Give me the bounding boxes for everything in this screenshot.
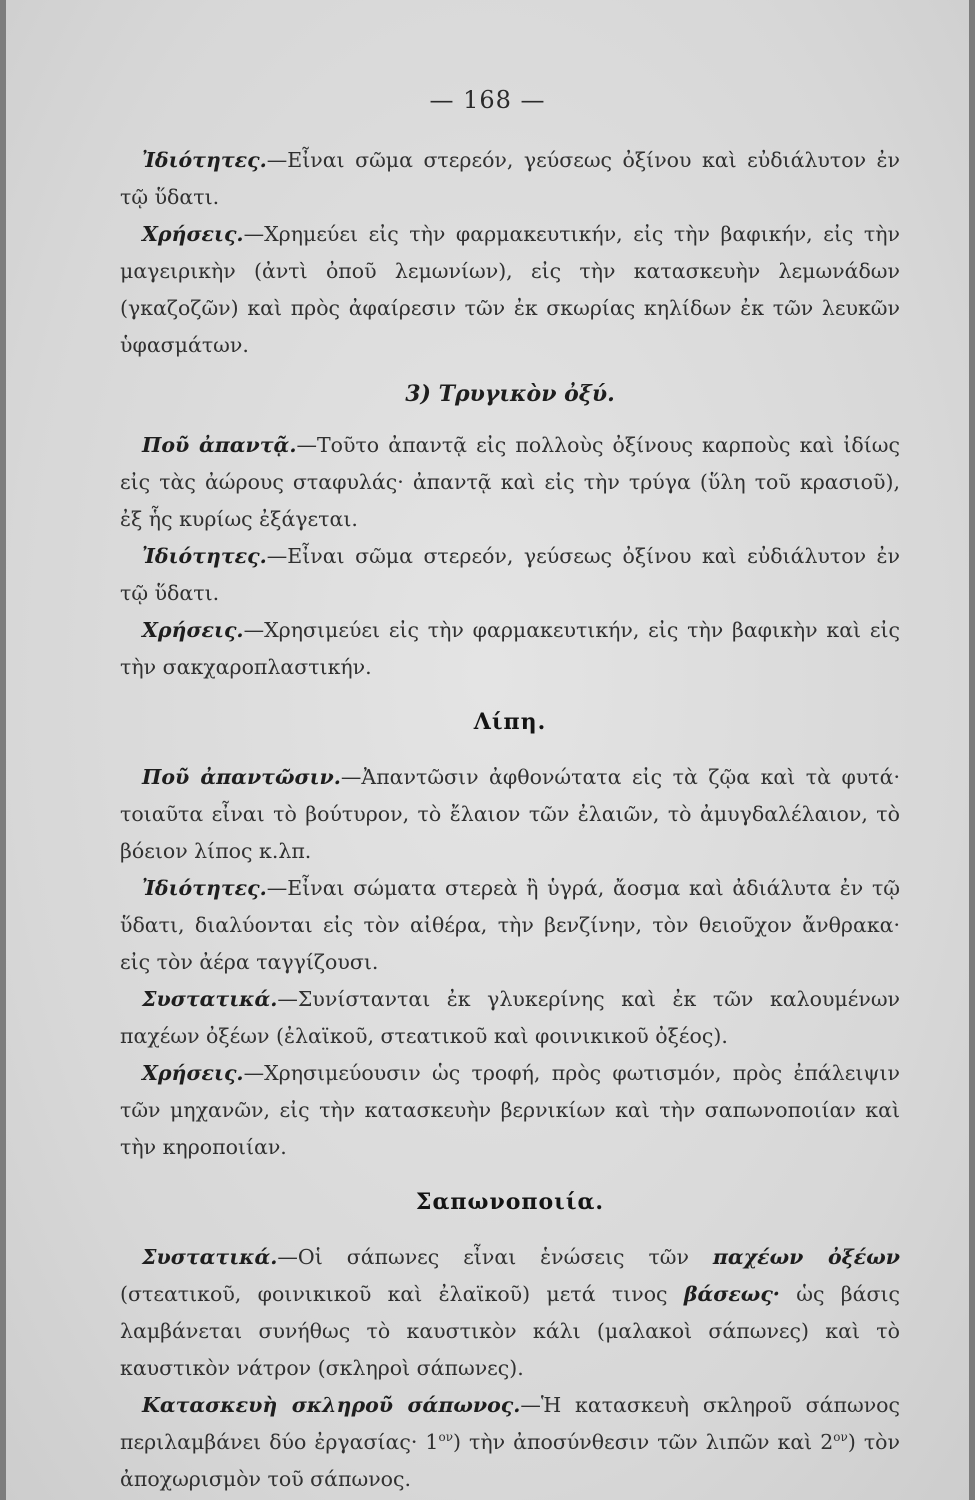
paragraph-label: Ἰδιότητες.	[142, 148, 267, 172]
paragraph-properties-2	[120, 538, 900, 612]
paragraph-text: —Εἶναι σῶμα στερεόν, γεύσεως ὀξίνου καὶ εὐδιάλυτον ἐν τῷ ὕδατι.	[120, 148, 900, 209]
page-number: — 168 —	[429, 86, 546, 114]
book-page	[6, 0, 969, 1500]
paragraph-occurrence-3	[120, 759, 900, 870]
paragraph-text: —Εἶναι σώματα στερεὰ ἢ ὑγρά, ἄοσμα καὶ ἀδιάλυτα ἐν τῷ ὕδατι, διαλύονται εἰς τὸν αἰθέρα, τὴν βενζίνην, τὸν θειοῦχον ἄνθρακα· εἰς τὸν ἀέρα ταγγίζουσι.	[120, 876, 900, 974]
emphasis-fatty-acids: παχέων ὀξέων	[712, 1245, 900, 1269]
paragraph-text: —Τοῦτο ἀπαντᾷ εἰς πολλοὺς ὀξίνους καρποὺς καὶ ἰδίως εἰς τὰς ἀώρους σταφυλάς· ἀπαντᾷ καὶ εἰς τὴν τρύγα (ὕλη τοῦ κρασιοῦ), ἐξ ἧς κυρίως ἐξάγεται.	[120, 433, 900, 531]
ordinal-superscript: ον	[438, 1430, 454, 1445]
paragraph-text: —Ἀπαντῶσιν ἀφθονώτατα εἰς τὰ ζῷα καὶ τὰ φυτά· τοιαῦτα εἶναι τὸ βούτυρον, τὸ ἔλαιον τῶν ἐλαιῶν, τὸ ἀμυγδαλέλαιον, τὸ βόειον λίπος κ.λπ.	[120, 765, 901, 863]
paragraph-text: —Εἶναι σῶμα στερεόν, γεύσεως ὀξίνου καὶ εὐδιάλυτον ἐν τῷ ὕδατι.	[120, 544, 900, 605]
paragraph-label: Χρήσεις.	[142, 1061, 244, 1085]
paragraph-components-4	[120, 1239, 900, 1387]
paragraph-text: —Χρησιμεύουσιν ὡς τροφή, πρὸς φωτισμόν, πρὸς ἐπάλειψιν τῶν μηχανῶν, εἰς τὴν κατασκευὴν βερνικίων καὶ τὴν σαπωνοποιίαν καὶ τὴν κηροποιίαν.	[120, 1061, 900, 1159]
paragraph-uses-1	[120, 216, 900, 364]
paragraph-label: Συστατικά.	[142, 1245, 278, 1269]
paragraph-label: Κατασκευὴ σκληροῦ σάπωνος.	[142, 1393, 521, 1417]
page-body	[120, 142, 900, 1498]
paragraph-label: Ποῦ ἀπαντῶσιν.	[142, 765, 341, 789]
paragraph-uses-2	[120, 612, 900, 686]
paragraph-text: —Συνίστανται ἐκ γλυκερίνης καὶ ἐκ τῶν καλουμένων παχέων ὀξέων (ἐλαϊκοῦ, στεατικοῦ καὶ φοινικικοῦ ὀξέος).	[120, 987, 900, 1048]
paragraph-text: ) τὴν ἀποσύνθεσιν τῶν λιπῶν καὶ 2	[453, 1430, 834, 1454]
paragraph-text: —Χρημεύει εἰς τὴν φαρμακευτικήν, εἰς τὴν βαφικήν, εἰς τὴν μαγειρικὴν (ἀντὶ ὀποῦ λεμωνίων), εἰς τὴν κατασκευὴν λεμωνάδων (γκαζοζῶν) καὶ πρὸς ἀφαίρεσιν τῶν ἐκ σκωρίας κηλίδων ἐκ τῶν λευκῶν ὑφασμάτων.	[120, 222, 900, 357]
paragraph-label: Συστατικά.	[142, 987, 278, 1011]
section-title-fats: Λίπη.	[473, 709, 547, 735]
paragraph-hard-soap	[120, 1387, 900, 1498]
paragraph-text: —Χρησιμεύει εἰς τὴν φαρμακευτικήν, εἰς τὴν βαφικὴν καὶ εἰς τὴν σακχαροπλαστικήν.	[120, 618, 900, 679]
paragraph-occurrence-2	[120, 427, 900, 538]
paragraph-text: ) τὸν ἀποχωρισμὸν τοῦ σάπωνος.	[120, 1430, 900, 1491]
paragraph-text: (στεατικοῦ, φοινικικοῦ καὶ ἐλαϊκοῦ) μετά τινος	[120, 1282, 668, 1306]
paragraph-label: Ποῦ ἀπαντᾷ.	[142, 433, 297, 457]
paragraph-uses-3	[120, 1055, 900, 1166]
section-heading-tartaric-acid: 3) Τρυγικὸν ὀξύ.	[405, 381, 615, 407]
paragraph-properties-3	[120, 870, 900, 981]
paragraph-text: —Οἱ σάπωνες εἶναι ἑνώσεις τῶν	[277, 1245, 689, 1269]
paragraph-text: —Ἡ κατασκευὴ σκληροῦ σάπωνος περιλαμβάνει δύο ἐργασίας· 1	[120, 1393, 900, 1454]
paragraph-label: Ἰδιότητες.	[142, 876, 267, 900]
ordinal-superscript: ον	[833, 1430, 848, 1445]
paragraph-components-3	[120, 981, 900, 1055]
paragraph-label: Χρήσεις.	[142, 618, 244, 642]
paragraph-properties-1	[120, 142, 900, 216]
section-title-soapmaking: Σαπωνοποιία.	[415, 1189, 605, 1215]
paragraph-label: Χρήσεις.	[142, 222, 244, 246]
paragraph-text: ὡς βάσις λαμβάνεται συνήθως τὸ καυστικὸν κάλι (μαλακοὶ σάπωνες) καὶ τὸ καυστικὸν νάτρον (σκληροὶ σάπωνες).	[120, 1282, 900, 1380]
paragraph-label: Ἰδιότητες.	[142, 544, 267, 568]
emphasis-base: βάσεως·	[683, 1282, 780, 1306]
